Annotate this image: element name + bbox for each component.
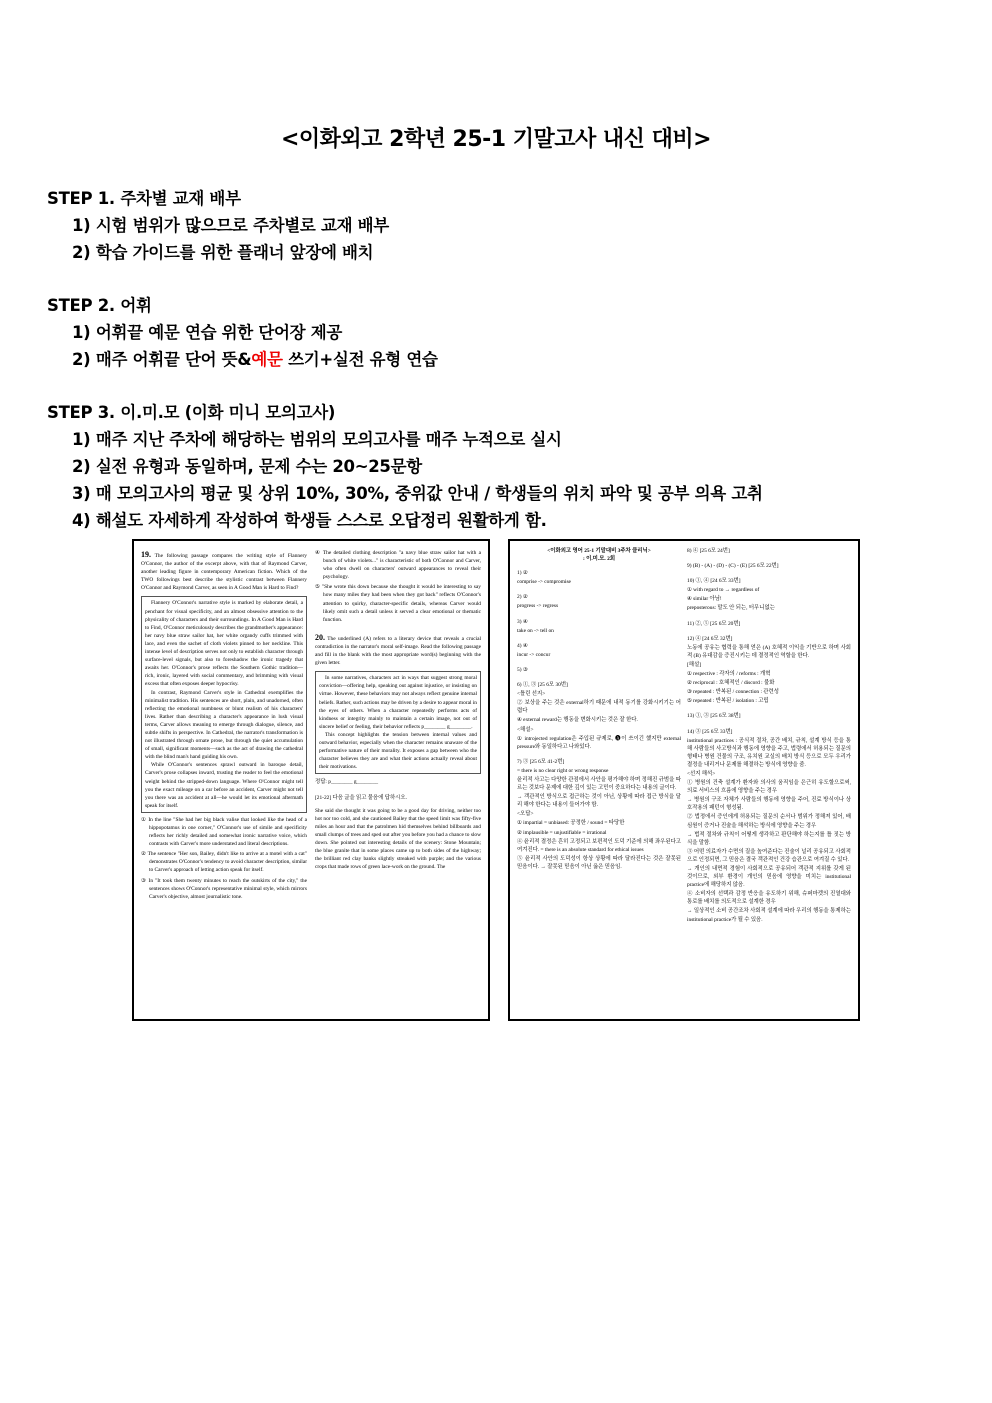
answer-key-image: [508, 539, 860, 1021]
step-1: [47, 185, 763, 266]
answer-column-right: [687, 547, 851, 1013]
step-item: 4) 해설도 자세하게 작성하여 학생들 스스로 오답정리 원활하게 함.: [72, 511, 547, 530]
answer-line: ② 보상을 주는 것은 external하기 때문에 내적 동기를 강화시키기는 어렵다: [517, 700, 681, 715]
answer-line: ④ 소비자의 선택과 감정 반응을 유도하기 위해, 슈퍼마켓의 진열대와 통로를 배치를 의도적으로 설계한 경우: [687, 891, 851, 906]
option: ① In the line "She had her big black valise that looked like the head of a hippopotamus in one corner," O'Connor's use of simile and specificity reflects her richly detailed and somewhat ironic narrative voice, which contrasts with Carver's more understated and literal descriptions.: [141, 816, 307, 848]
question-text: The following passage compares the writing style of Flannery O'Connor, the author of the excerpt above, with that of Raymond Carver, another leading figure in contemporary American fiction. Which of the TWO followings best describe the stylistic contrast between Flannery O'Connor and Raymond Carver, as seen in A Good Man is Hard to Find?: [141, 553, 307, 592]
answer-line: 노동에 공유는 협력을 통해 얻은 (A) 호혜적 이익을 기반으로 하며 사회적 (B) 유대감을 증진시키는 데 결정적인 역할을 한다.: [687, 644, 851, 659]
answer-line: → 병원의 구조 자체가 사람들의 행동에 영향을 주어, 진료 방식이나 상호작용의 패턴이 형성됨.: [687, 797, 851, 812]
answer-line: 2) ②: [517, 594, 528, 601]
answer-line: ④ 윤리적 결정은 흔히 고정되고 보편적인 도덕 기준에 의해 좌우된다고 여겨진다. = there is an absolute standard for ethical issues: [517, 838, 681, 853]
passage-paragraph: In some narratives, characters act in ways that suggest strong moral conviction—offering help, speaking out against injustice, or insisting on virtue. However, these behaviors may not always reflect genuine internal beliefs. Rather, such actions may be driven by a desire to appear moral in the eyes of others. When a character repeatedly performs acts of kindness or integrity mainly to maintain a certain image, not out of sincere belief or feeling, their behavior reflects p________ g________.: [319, 675, 478, 730]
step-3: [47, 399, 763, 534]
question-text: The underlined (A) refers to a literary device that reveals a crucial contradiction in the narrator's moral self-image. Read the following passage and fill in the blank with the most appropriate word(s) beginning with the given letter.: [315, 635, 481, 667]
answer-title: <이화외고 영어 25-1 기말대비 3주차 클리닉>: [547, 548, 651, 554]
step-item: 1) 어휘끝 예문 연습 위한 단어장 제공: [72, 323, 343, 342]
question-19: [141, 551, 307, 592]
option: ⑤ "She wrote this down because she thought it would be interesting to say how many miles they had been when they got back" reflects O'Connor's attention to quirky, character-specific details, whereas Carver would likely omit such a detail unless it served a clear emotional or thematic function.: [315, 584, 481, 623]
step-item: 2) 학습 가이드를 위한 플래너 앞장에 배치: [72, 243, 374, 262]
step-item: [47, 346, 763, 373]
answer-line: 정답: p________ g________: [315, 779, 379, 786]
option: ③ In "It took them twenty minutes to reach the outskirts of the city," the sentences shows O'Connor's representative minimal style, which mirrors Carver's objective, almost journalistic tone.: [141, 877, 307, 900]
answer-line: comprise -> compromise: [517, 579, 571, 586]
answer-line: ② 법정에서 증인에게 허용되는 질문의 순서나 범위가 정해져 있어, 배심원이 증거나 진술을 해석하는 방식에 영향을 주는 경우: [687, 814, 851, 829]
step-2: [47, 292, 763, 373]
answer-line: ① impartial = unbiased: 공정한 / sound = 타당한: [517, 820, 625, 827]
answer-line: <선지 해석>: [687, 770, 716, 777]
passage-paragraph: She said she thought it was going to be a good day for driving, neither too hot nor too cold, and she cautioned Bailey that the speed limit was fifty-five miles an hour and that the patrolmen hid themselves behind billboards and small clumps of trees and sped out after you before you had a chance to slow down. She pointed out interesting details of the scenery: Stone Mountain; the blue granite that in some places came up to both sides of the highway; the brilliant red clay banks slightly streaked with purple; and the various crops that made rows of green lace-work on the ground. The: [315, 807, 481, 871]
answer-line: incur -> concur: [517, 651, 551, 658]
answer-line: ④ external reward는 행동을 변화시키는 것은 잘 한다.: [517, 717, 638, 724]
highlighted-word: 예문: [251, 350, 283, 369]
steps-list: [47, 185, 763, 560]
answer-line: <해설>: [517, 726, 534, 733]
answer-line: <틀린 선지>: [517, 691, 546, 698]
answer-line: → 법적 절차와 규칙이 어떻게 생각하고 판단해야 하는지를 틀 짓는 방식을 말함.: [687, 831, 851, 846]
step-heading: STEP 1. 주차별 교재 배부: [47, 189, 241, 208]
answer-line: → 객관적인 방식으로 접근하는 것이 아닌, 상황에 따라 접근 방식을 달리 해야 한다는 내용이 들어가야 함.: [517, 794, 681, 809]
passage-box: [141, 596, 307, 812]
answer-line: 5) ③: [517, 666, 528, 673]
answer-line: → 개인의 내면적 경험이 사회적으로 공유되어 객관적 지위를 갖게 된 것이므로, 외부 환경이 개인의 믿음에 영향을 미치는 institutional practice에 해당하지 않음.: [687, 866, 851, 889]
answer-line: <오답>: [517, 811, 534, 818]
answer-line: 9) (B) - (A) - (D) - (C) - (E) [25 6모 22번]: [687, 563, 779, 570]
question-number: 20.: [315, 632, 325, 642]
exam-sample-image: [132, 539, 490, 1021]
answer-line: ② implausible = unjustifiable = irrational: [517, 829, 607, 836]
step-item: 1) 매주 지난 주차에 해당하는 범위의 모의고사를 매주 누적으로 실시: [72, 430, 562, 449]
answer-line: ① with regard to → regardless of: [687, 587, 760, 594]
answer-line: ② reciprocal : 호혜적인 / discord : 불화: [687, 680, 775, 687]
answer-line: ⑤ 윤리적 사안의 도덕성이 항상 상황에 따라 달라진다는 것은 잘못된 믿음이다. → 잘못된 믿음이 아닌 옳은 믿음임.: [517, 855, 681, 870]
answer-line: 3) ④: [517, 618, 528, 625]
question-21-instruction: [21-22] 다음 글을 읽고 물음에 답하시오.: [315, 795, 407, 802]
answer-line: progress -> regress: [517, 603, 559, 610]
step-heading: STEP 3. 이.미.모 (이화 미니 모의고사): [47, 403, 336, 422]
answer-line: → 일상적인 소비 공간조차 사회적 설계에 따라 우리의 행동을 통제하는 institutional practice가 될 수 있음.: [687, 908, 851, 923]
step-item: 1) 시험 범위가 많으므로 주차별로 교재 배부: [72, 216, 389, 235]
answer-line: [해설]: [687, 661, 702, 668]
answer-line: 12) ④ [24 6모 32번]: [687, 635, 733, 642]
answer-line: 7) ③ [25 6모 41-2번]: [517, 758, 565, 765]
passage-paragraph: In contrast, Raymond Carver's style in Cathedral exemplifies the minimalist tradition. His sentences are short, plain, and unadorned, often reflecting the emotional numbness or blunt realism of his characters' lives. Rather than describing a character's appearance in lush visual terms, Carver allows meaning to emerge through dialogue, silence, and subtle shifts in perspective. In Cathedral, the narrator's transformation is not illustrated through ornate prose, but through the quiet accumulation of small, significant moments—such as the act of drawing the cathedral with the blind man's hand guiding his own.: [145, 689, 303, 761]
passage-box: [315, 671, 481, 774]
option: ④ The detailed clothing description "a navy blue straw sailor hat with a bunch of white violets..." is characteristic of both O'Connor and Carver, who often dwell on characters' outward appearances to reveal their psychology.: [315, 550, 481, 581]
answer-line: ① respective : 각자의 / reforms : 개혁: [687, 671, 771, 678]
answer-line: ③ repeated : 반복된 / connection : 관련성: [687, 689, 779, 696]
step-heading: STEP 2. 어휘: [47, 296, 152, 315]
question-20: [315, 634, 481, 667]
answer-line: ④ similar 아님!: [687, 596, 722, 603]
step-item-text: 쓰기+실전 유형 연습: [282, 350, 438, 369]
answer-line: ① 병원의 건축 설계가 환자와 의사의 움직임을 은근히 유도할으로써, 의료 서비스의 흐름에 영향을 주는 경우: [687, 780, 851, 795]
answer-line: 6) ①, ③ [25 6모 30번]: [517, 682, 568, 689]
passage-paragraph: Flannery O'Connor's narrative style is marked by elaborate detail, a penchant for visual specificity, and an almost obsessive attention to the physicality of characters and their surroundings. In A Good Man is Hard to Find, O'Connor meticulously describes the grandmother's appearance: her navy blue straw sailor hat, her white organdy cuffs trimmed with lace, and even the sachet of cloth violets pinned to her neckline. This intense level of description serves not only to establish character through surface-level signals, but also to foreshadow the ironic tragedy that awaits her. O'Connor's prose reflects the Southern Gothic tradition—rich, ironic, layered with social commentary, and brimming with visual excess that often exposes deeper hypocrisy.: [145, 600, 303, 688]
answer-line: ③ 어떤 의료자가 수면의 질을 높여준다는 진술이 널리 공유되고 사회적으로 인정되면, 그 믿음은 결국 객관적인 건강 습관으로 여겨질 수 있다.: [687, 848, 851, 863]
step-item-text: 2) 매주 어휘끝 단어 뜻&: [72, 350, 252, 369]
answer-line: take on -> tell on: [517, 627, 554, 634]
page-title: <이화외고 2학년 25-1 기말고사 내신 대비>: [280, 127, 712, 152]
answer-line: = there is no clear right or wrong response: [517, 767, 609, 774]
exam-column-right: [315, 547, 481, 1013]
answer-line: 13) ①, ③ [25 6모 38번]: [687, 713, 741, 720]
step-item: 2) 실전 유형과 동일하며, 문제 수는 20~25문항: [72, 457, 422, 476]
answer-line: ① introjected regulation은 주입된 규제로, 🅐이 쓰이긴 했지만 external pressure와 동일하다고 나와있다.: [517, 735, 681, 750]
answer-subtitle: : 이.미.모. 2회: [582, 556, 616, 563]
answer-line: institutional practices : 공식적 절차, 공간 배치, 규칙, 설계 방식 등을 통해 사람들의 사고방식과 행동에 영향을 주고, 법령에서 허용되는 질문의 형태나 병원 건물의 구조, 유치원 교실의 배치 방식 등으로 모두 우리가 결정을 내리거나 문제를 해결하는 방식에 영향을 줌.: [687, 737, 851, 768]
answer-line: 8) ④ [25 6모 24번]: [687, 548, 730, 554]
question-number: 19.: [141, 550, 151, 559]
answer-column-left: [517, 547, 681, 1013]
answer-line: 14) ③ [25 6모 33번]: [687, 728, 733, 735]
answer-line: 4) ④: [517, 642, 528, 649]
answer-line: 10) ①, ④ [24 6모 33번]: [687, 578, 741, 585]
answer-line: ⑤ repeated : 반복된 / isolation : 고립: [687, 698, 769, 705]
step-item: 3) 매 모의고사의 평균 및 상위 10%, 30%, 중위값 안내 / 학생들의 위치 파악 및 공부 의욕 고취: [72, 484, 763, 503]
answer-line: 윤리적 사고는 다양한 관점에서 사안을 평가해야 하며 정해진 규범을 따르는 것보다 문제에 대한 깊이 있는 고민이 중요하다는 내용의 글이다.: [517, 776, 681, 792]
answer-line: preposterous: 말도 안 되는, 터무니없는: [687, 605, 775, 612]
answer-line: 11) ②, ⑤ [25 6모 20번]: [687, 620, 741, 627]
passage-paragraph: This concept highlights the tension between internal values and outward behavior, especially when the character remains unaware of the performative nature of their morality. It exposes a gap between who the character believes they are and what their actions actually reveal about their motivations.: [319, 731, 477, 771]
passage-paragraph: While O'Connor's sentences sprawl outward in baroque detail, Carver's prose collapses inward, trusting the reader to feel the emotional weight behind the stripped-down language. Where O'Connor might tell you the exact mileage on a car before an accident, Carver might not tell you there was an accident at all—he would let its emotional aftermath speak for itself.: [145, 762, 303, 809]
exam-column-left: [141, 547, 307, 1013]
answer-line: 1) ②: [517, 570, 528, 577]
option: ② The sentence "Her son, Bailey, didn't like to arrive at a motel with a cat" demonstrates O'Connor's tendency to avoid character description, similar to Carver's approach of letting action speak for itself.: [141, 851, 307, 874]
